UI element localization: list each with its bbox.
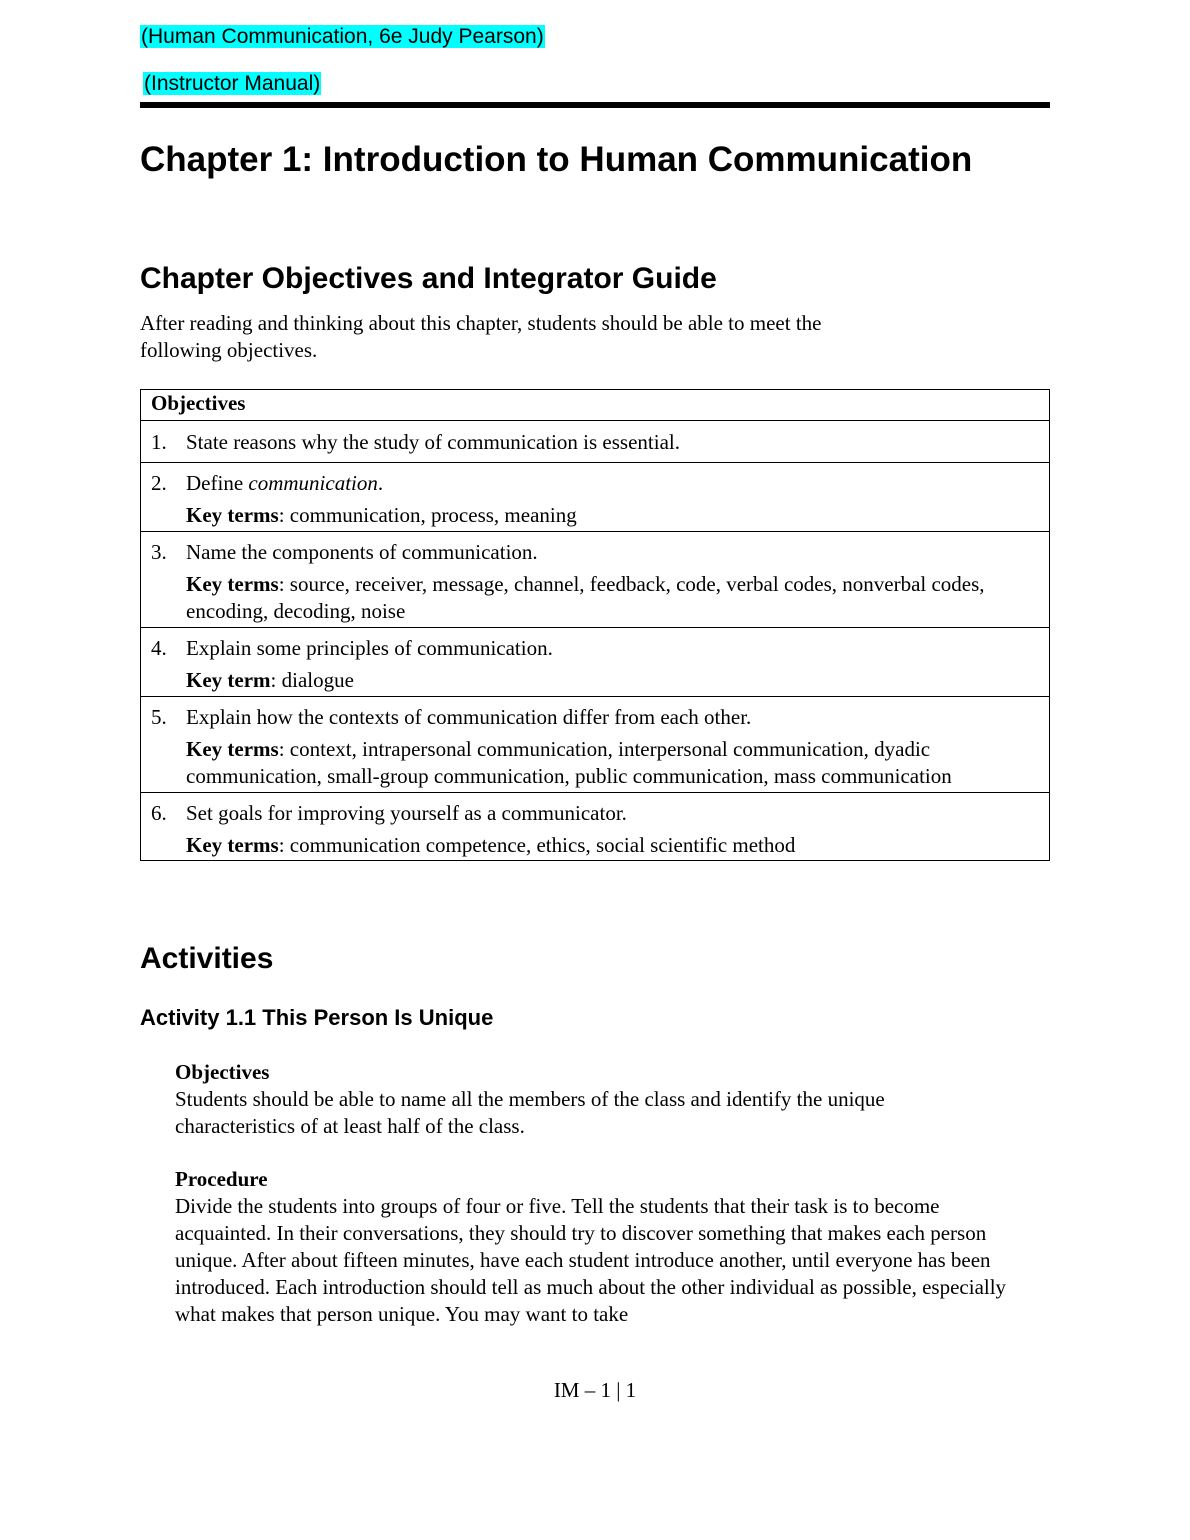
key-terms: : communication competence, ethics, social scientific method: [278, 833, 796, 857]
objectives-text: Students should be able to name all the members of the class and identify the unique characteristics of at least half of the class.: [175, 1087, 885, 1138]
objective-text: Define: [186, 471, 249, 495]
table-row: [141, 532, 1050, 628]
objective-emphasis: communication: [248, 471, 378, 495]
intro-paragraph: [140, 310, 822, 364]
section-title: Chapter Objectives and Integrator Guide: [140, 262, 717, 295]
activity-title: Activity 1.1 This Person Is Unique: [140, 1005, 494, 1030]
key-terms-label: Key term: [186, 668, 271, 692]
row-number: 4.: [151, 636, 167, 660]
chapter-title: Chapter 1: Introduction to Human Communication: [140, 140, 973, 179]
objective-text: Name the components of communication.: [186, 540, 538, 564]
activities-title: Activities: [140, 942, 274, 975]
intro-line: following objectives.: [140, 338, 318, 362]
objective-text: Explain how the contexts of communication differ from each other.: [186, 705, 752, 729]
row-number: 1.: [151, 430, 167, 454]
key-terms-label: Key terms: [186, 737, 279, 761]
objective-text: Explain some principles of communication.: [186, 636, 553, 660]
key-terms-label: Key terms: [186, 833, 279, 857]
row-number: 5.: [151, 705, 167, 729]
table-row: [141, 697, 1050, 793]
highlighted-text: (Human Communication, 6e Judy Pearson): [141, 25, 544, 48]
key-terms-label: Key terms: [186, 572, 279, 596]
objective-text: Set goals for improving yourself as a communicator.: [186, 801, 627, 825]
activity-procedure: [175, 1166, 1035, 1328]
intro-line: After reading and thinking about this chapter, students should be able to meet the: [140, 311, 822, 335]
table-row: [141, 793, 1050, 861]
page-number: IM – 1 | 1: [553, 1378, 637, 1402]
objective-text: .: [377, 471, 384, 495]
objectives-label: Objectives: [175, 1060, 270, 1084]
objectives-table: [140, 389, 1050, 861]
procedure-text: Divide the students into groups of four or five. Tell the students that their task is to become acquainted. In their conversations, they should try to discover something that makes each person unique. After about fifteen minutes, have each student introduce another, until everyone has been introduced. Each introduction should tell as much about the other individual as possible, especially what makes that person unique. You may want to take: [175, 1194, 1007, 1326]
key-terms-label: Key terms: [186, 503, 279, 527]
header-rule: [140, 102, 1050, 108]
table-row: [141, 421, 1050, 463]
key-terms: : source, receiver, message, channel, feedback, code, verbal codes, nonverbal codes, encoding, decoding, noise: [186, 572, 985, 623]
key-terms: : dialogue: [270, 668, 354, 692]
row-number: 2.: [151, 471, 167, 495]
header-manual-label: [143, 72, 321, 96]
header-book-title: [140, 25, 545, 49]
highlighted-text: (Instructor Manual): [144, 72, 321, 95]
row-number: 6.: [151, 801, 167, 825]
objective-text: State reasons why the study of communication is essential.: [186, 430, 680, 454]
table-row: [141, 628, 1050, 697]
activity-objectives: [175, 1059, 1045, 1140]
row-number: 3.: [151, 540, 167, 564]
table-row: [141, 463, 1050, 532]
key-terms: : communication, process, meaning: [278, 503, 577, 527]
table-header: Objectives: [151, 391, 246, 415]
key-terms: : context, intrapersonal communication, interpersonal communication, dyadic communication, small-group communication, public communication, mass communication: [186, 737, 952, 788]
procedure-label: Procedure: [175, 1167, 268, 1191]
